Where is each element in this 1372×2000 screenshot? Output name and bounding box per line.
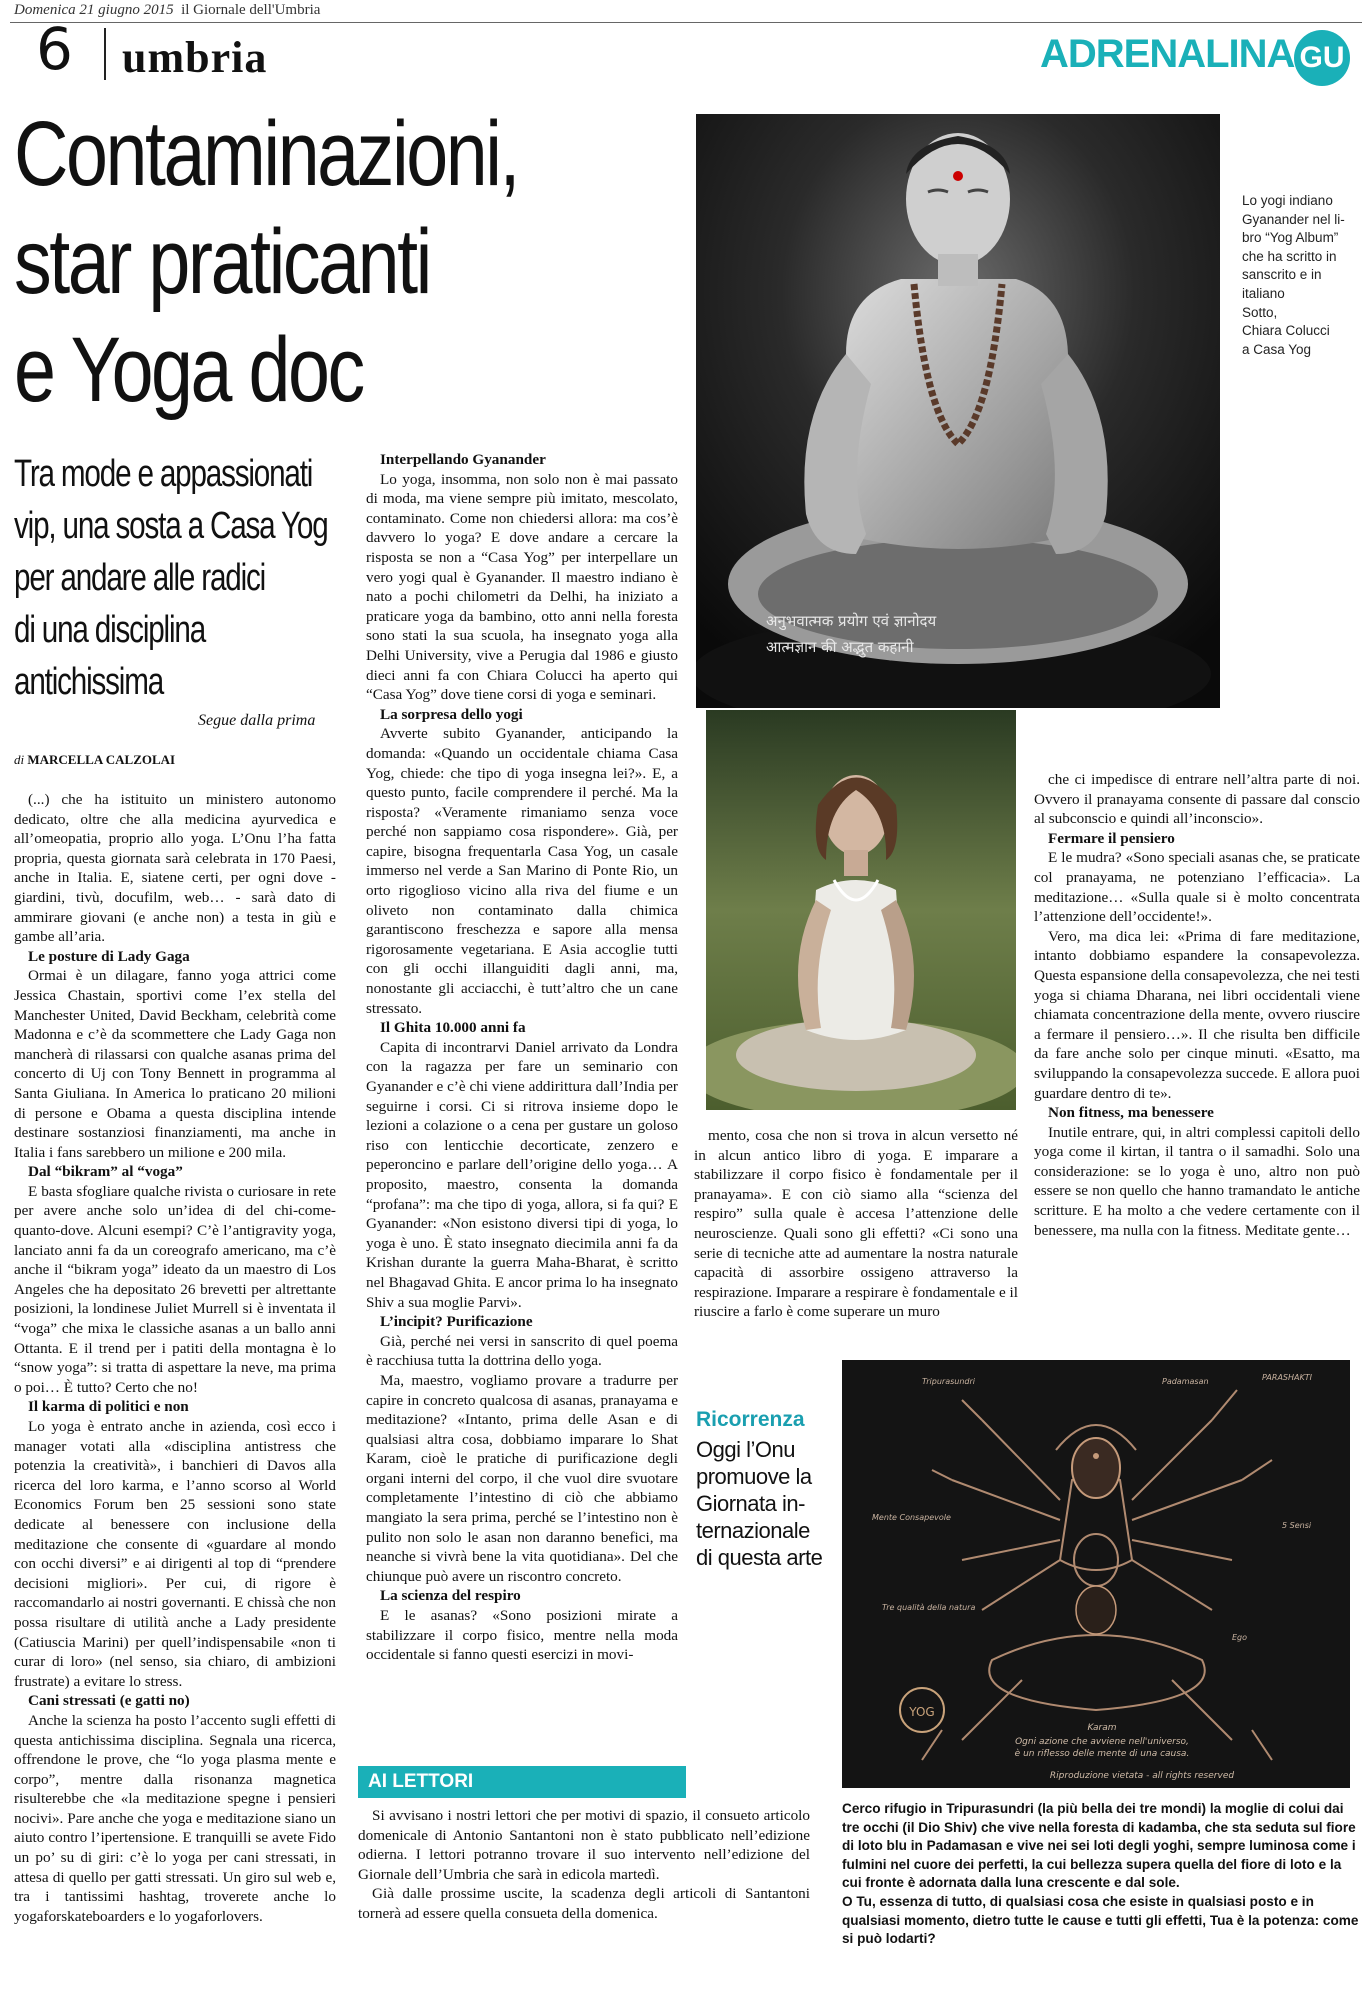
ricorrenza-line: promuove la: [696, 1464, 812, 1489]
paragraph-heading: Il karma di politici e non: [28, 1398, 189, 1416]
paragraph: che ci impedisce di entrare nell’altra parte di noi. Ovvero il pranayama consente di passare dal conscio al subconscio e quindi all’inconscio».: [1034, 771, 1360, 828]
subhead-line: per andare alle radici: [14, 557, 266, 599]
illustration-label: Tre qualità della natura: [882, 1603, 976, 1612]
paragraph: (...) che ha istituito un ministero autonomo dedicato, oltre che alla medicina ayurvedica e all’omeopatia, proprio allo yoga. L’Onu l’ha fatta propria, questa giornata sarà celebrata in 170 Paesi, anche in Italia. E, siatene certi, per ogni dove - giardini, tivù, docufilm, web… - sarà dato di ammirare giovani (e anche non) a testa in giù e gambe all’aria.: [14, 791, 336, 946]
illustration-label: Padamasan: [1162, 1377, 1209, 1386]
caption-paragraph: Cerco rifugio in Tripurasundri (la più bella dei tre mondi) la moglie di colui dai tre occhi (il Dio Shiv) che vive nella foresta di kadamba, che sta seduta sul fiore di loto blu in Padamasan e vive nei sei loti degli yoghi, sempre luminosa come i fulmini nel cuore dei perfetti, la cui bellezza supera quella del fiore di loto e la cui fronte è adornata dalla luna crescente e dal sole.: [842, 1801, 1356, 1891]
section-brand: ADRENALINA: [1040, 32, 1295, 76]
subhead-line: antichissima: [14, 661, 164, 703]
paragraph: Inutile entrare, qui, in altri complessi capitoli dello yoga come il kirtan, il tantra o il samadhi. Solo una considerazione: se lo yoga è uno, altro non può essere se non quello che hanno tramandato le antiche scritture. E ha molto a che vedere certamente con il benessere, ma nulla con la fitness. Meditate gente…: [1034, 1123, 1360, 1239]
caption-line: Sotto,: [1242, 304, 1278, 320]
yogi-photo: [696, 114, 1220, 708]
paragraph: Vero, ma dica lei: «Prima di fare meditazione, intanto dobbiamo espandere la consapevolezza. Questa espansione della consapevolezza, che nei testi yoga si chiama Dharana, nei libri occidentali viene chiamata concentrazione della mente, ovvero riuscire a fermare il pensiero…». Il che risulta ben difficile da fare anche solo per cinque minuti. «Esatto, ma sviluppando la consapevolezza succede. E allora puoi guardare dentro di te».: [1034, 927, 1360, 1102]
caption-line: bro “Yog Album”: [1242, 230, 1339, 246]
illustration-label: Tripurasundri: [922, 1377, 976, 1386]
paragraph-heading: Fermare il pensiero: [1048, 829, 1175, 847]
byline-prefix: di: [14, 752, 25, 767]
article-column-1: [14, 790, 336, 1926]
subhead-line: vip, una sosta a Casa Yog: [14, 505, 328, 547]
caption-line: a Casa Yog: [1242, 341, 1312, 357]
caption-paragraph: O Tu, essenza di tutto, di qualsiasi cosa che esiste in qualsiasi posto e in qualsiasi momento, dietro tutte le cause e tutti gli effetti, Tua è la potenza: come si può lodarti?: [842, 1893, 1359, 1947]
illustration-caption: [842, 1800, 1362, 1949]
readers-notice-title: AI LETTORI: [358, 1766, 686, 1798]
caption-line: sanscrito e in: [1242, 267, 1322, 283]
paragraph: mento, cosa che non si trova in alcun versetto né in alcun antico libro di yoga. E imparare a stabilizzare il corpo fisico è fondamentale per il pranayama». E con ciò siamo alla “scienza del respiro” sulla quale è accesa l’attenzione delle neuroscienze. Quali sono gli effetti? «Ci sono una serie di tecniche atte ad aumentare la nostra naturale capacità di assorbire ossigeno attraverso la respirazione. Imparare a respirare è fondamentale e il riuscire a farlo è come superare un muro: [694, 1127, 1018, 1321]
paragraph: Lo yoga, insomma, non solo non è mai passato di moda, ma viene sempre più imitato, mescolato, contaminato. Come non chiedersi allora: ma cos’è davvero lo yoga? E dove andare a cercare la risposta se non a “Casa Yog” per interpellare un vero yogi qual è Gyanander. Il maestro indiano è nato a pochi chilometri da Delhi, ha iniziato a praticare yoga da bambino, otto anni nella foresta sono stati la sua scuola, ha insegnato yoga alla Delhi University, vive a Perugia dal 1986 e giusto dieci anni fa con Chiara Colucci ha aperto qui “Casa Yog” dove tiene corsi di yoga e seminari.: [366, 470, 678, 704]
goddess-drawing: [842, 1360, 1350, 1788]
paragraph: E le mudra? «Sono speciali asanas che, se praticate col pranayama, ne potenziano l’efficacia». La meditazione… «Sulla quale si è molto concentrata l’attenzione dell’occidente!».: [1034, 849, 1360, 926]
paragraph: Avverte subito Gyanander, anticipando la domanda: «Quando un occidentale chiama Casa Yog, chiede: che tipo di yoga insegna lei?». E, a questo punto, facile comprendere il perché. Ma la risposta? «Veramente rimaniamo senza voce perché non sappiamo cosa rispondere». Già, per capire, bisogna frequentarla Casa Yog, un casale immerso nel verde a San Marino di Ponte Rio, un orto rigoglioso vicino alla riva del fiume e un oliveto non contaminato dalla chimica garantiscono freschezza e sapore alla mensa rigorosamente vegetariana. E Asia accoglie tutti con gli occhi illanguiditi dagli anni, ma, nonostante gli acciacchi, è tutt’altro che un cane stressato.: [366, 725, 678, 1017]
sanskrit-inscription: अनुभवात्मक प्रयोग एवं ज्ञानोदय: [766, 612, 937, 630]
paragraph-heading: Interpellando Gyanander: [380, 451, 546, 468]
photo-caption-top: [1242, 192, 1362, 359]
subhead-line: Tra mode e appassionati: [14, 453, 313, 495]
header-divider: [104, 28, 106, 80]
paragraph: Anche la scienza ha posto l’accento sugli effetti di questa antichissima disciplina. Segnala una ricerca, offrendone le prove, che “lo yoga plasma mente e corpo”, mentre dalla risonanza magnetica risulterebbe che «la meditazione spegne i pensieri nocivi». Pare anche che yoga e meditazione siano un aiuto contro l’ipertensione. E tranquilli se avete Fido un po’ su di giri: c’è lo yoga per cani stressati, in attesa di quello per gatti stressati. Un giro sul web e, tra i tantissimi hashtag, troverete anche lo yogaforskateboarders e lo yogaforlovers.: [14, 1711, 336, 1925]
byline: [14, 752, 175, 768]
paragraph: Ormai è un dilagare, fanno yoga attrici come Jessica Chastain, sportivi come l’ex stella del Manchester United, David Beckham, celebrità come Madonna e c’è da scommettere che Lady Gaga non mancherà di rilassarsi con qualche asanas prima del concerto di Uj con Tony Bennett in programma al Santa Giuliana. In America lo praticano 20 milioni di persone e Obama a questa disciplina intende destinare sostanziosi finanziamenti, ma anche in Italia i fans sarebbero un milione e 200 mila.: [14, 967, 336, 1161]
paragraph-heading: Il Ghita 10.000 anni fa: [380, 1019, 526, 1037]
caption-line: che ha scritto in: [1242, 248, 1337, 264]
ricorrenza-label: Ricorrenza: [696, 1408, 805, 1431]
paragraph-heading: Le posture di Lady Gaga: [28, 947, 190, 965]
caption-line: Lo yogi indiano: [1242, 193, 1333, 208]
paragraph: E le asanas? «Sono posizioni mirate a stabilizzare il corpo fisico, mentre nella moda occidentale si fanno questi esercizi in movi-: [366, 1607, 678, 1664]
paragraph: E basta sfogliare qualche rivista o curiosare in rete per avere anche solo un’idea di del chi-come-quanto-dove. Alcuni esempi? C’è l’antigravity yoga, lanciato anni fa da un coreografo americano, ma c’è anche il “bikram yoga” ideato da un maestro di Los Angeles che ha depositato 26 brevetti per altrettante posizioni, la londinese Juliet Murrell si è inventata il “voga” che mixa le classiche asanas a un ballo anni Ottanta. E il trend per i patiti della montagna è lo “snow yoga”: si tratta di aspettare la neve, ma prima o poi… È tutto? Certo che no!: [14, 1182, 336, 1396]
ricorrenza-line: Oggi l’Onu: [696, 1437, 795, 1462]
woman-meditating-photo: [706, 710, 1016, 1110]
sanskrit-inscription: आत्मज्ञान की अद्भुत कहानी: [766, 638, 914, 656]
woman-illustration: [706, 710, 1016, 1110]
article-column-3: [694, 1126, 1018, 1322]
headline-line: star praticanti: [14, 211, 430, 313]
article-column-2: [366, 450, 678, 1665]
illustration-label: Ego: [1232, 1633, 1248, 1642]
illustration-copyright: Riproduzione vietata - all rights reserved: [1049, 1771, 1235, 1781]
header-rule: [10, 22, 1362, 23]
subhead-line: di una disciplina: [14, 609, 206, 651]
section-title: umbria: [122, 33, 268, 82]
paragraph-heading: Cani stressati (e gatti no): [28, 1692, 190, 1710]
newspaper-logo: GU: [1294, 30, 1350, 86]
illustration-label: Mente Consapevole: [872, 1513, 951, 1522]
subheadline: [14, 448, 326, 708]
caption-line: Gyanander nel li-: [1242, 211, 1345, 227]
paragraph: Già dalle prossime uscite, la scadenza degli articoli di Santantoni tornerà ad essere quella consueta della domenica.: [358, 1885, 810, 1922]
headline-line: e Yoga doc: [14, 319, 363, 421]
page-number: 6: [36, 15, 73, 83]
illustration-text: Ogni azione che avviene nell'universo,: [1015, 1737, 1189, 1747]
ricorrenza-line: ternazionale: [696, 1518, 810, 1543]
article-column-4: [1034, 770, 1360, 1240]
paragraph-heading: L’incipit? Purificazione: [380, 1313, 533, 1331]
paragraph: Già, perché nei versi in sanscrito di quel poema è racchiusa tutta la dottrina dello yoga.: [366, 1332, 678, 1370]
illustration-label: PARASHAKTI: [1262, 1373, 1312, 1382]
paragraph-heading: Dal “bikram” al “voga”: [28, 1163, 183, 1181]
tripurasundri-illustration: [842, 1360, 1350, 1788]
paragraph-heading: La scienza del respiro: [380, 1587, 521, 1605]
illustration-text: Karam: [1087, 1723, 1117, 1733]
illustration-label: 5 Sensi: [1282, 1521, 1312, 1530]
ricorrenza-line: di questa arte: [696, 1545, 823, 1570]
caption-line: italiano: [1242, 285, 1285, 301]
headline-line: Contaminazioni,: [14, 103, 519, 205]
paragraph: Si avvisano i nostri lettori che per motivi di spazio, il consueto articolo domenicale di Antonio Santantoni non è stato pubblicato nell’edizione odierna. I lettori potranno trovare il suo intervento nell’edizione del Giornale dell’Umbria che sarà in edicola martedì.: [358, 1807, 810, 1883]
edition-date: Domenica 21 giugno 2015: [14, 2, 174, 18]
illustration-text: è un riflesso delle mente di una causa.: [1014, 1749, 1190, 1759]
paragraph: Ma, maestro, vogliamo provare a tradurre per capire in concreto qualcosa di asanas, pranayama e meditazione? «Intanto, prima delle Asan e di qualsiasi altra cosa, dobbiamo imparare lo Shat Karam, cioè le pratiche di purificazione degli organi interni del corpo, il che vuol dire svuotare completamente l’intestino di ciò che abbiamo mangiato la sera prima, perché se l’intestino non è pulito non solo le asan non daranno benefici, ma neanche si vivrà bene la vita quotidiana». Del che chiunque può avere un riscontro concreto.: [366, 1371, 678, 1585]
caption-line: Chiara Colucci: [1242, 323, 1330, 339]
ricorrenza-text: [696, 1436, 836, 1571]
ricorrenza-line: Giornata in-: [696, 1491, 805, 1516]
paragraph: Capita di incontrarvi Daniel arrivato da Londra con la ragazza per fare un seminario con Gyanander e c’è chi viene addirittura dall’India per seguirne i corsi. Ci si ritrova insieme dopo le lezioni a colazione o a cena per gustare un goloso riso con lenticchie decorticate, zenzero e peperoncino e parlare dell’origine dello yoga… A proposito, maestro, consenta la domanda “profana”: ma che tipo di yoga, allora, si fa qui? E Gyanander: «Non esistono diversi tipi di yoga, lo yoga è uno. È stato insegnato diecimila anni fa da Krishan durante la guerra Maha-Bharat, è scritto nel Bhagavad Ghita. E ancor prima lo ha insegnato Shiv a sua moglie Parvi».: [366, 1038, 678, 1311]
headline: [14, 100, 555, 424]
paragraph-heading: La sorpresa dello yogi: [380, 705, 523, 723]
paragraph-heading: Non fitness, ma benessere: [1048, 1104, 1214, 1122]
paragraph: Lo yoga è entrato anche in azienda, così ecco i manager votati alla «disciplina antistress che potenzia la creatività», i banchieri di Davos alla ricerca del loro karma, e l’anno scorso al World Economics Forum ben 25 sessioni sono state dedicate al benessere con inclusione della meditazione che consente di «guardare al mondo con occhi diversi” e ai dirigenti al top di “prendere decisioni migliori». Per cui, di rigore è raccomandarlo ai nostri governanti. E chissà che non possa risultare di utilità anche a Lady presidente (Catiuscia Marini) per quell’indispensabile «non ti curar di loro» (nel senso, sia chiaro, di ambizioni frustrate) a evitare lo stress.: [14, 1418, 336, 1690]
newspaper-name: il Giornale dell'Umbria: [181, 2, 321, 18]
yog-symbol: YOG: [909, 1705, 935, 1719]
author-name: MARCELLA CALZOLAI: [27, 752, 176, 767]
yogi-illustration: [696, 114, 1220, 708]
continued-note: Segue dalla prima: [198, 712, 316, 729]
readers-notice-body: [358, 1806, 810, 1996]
